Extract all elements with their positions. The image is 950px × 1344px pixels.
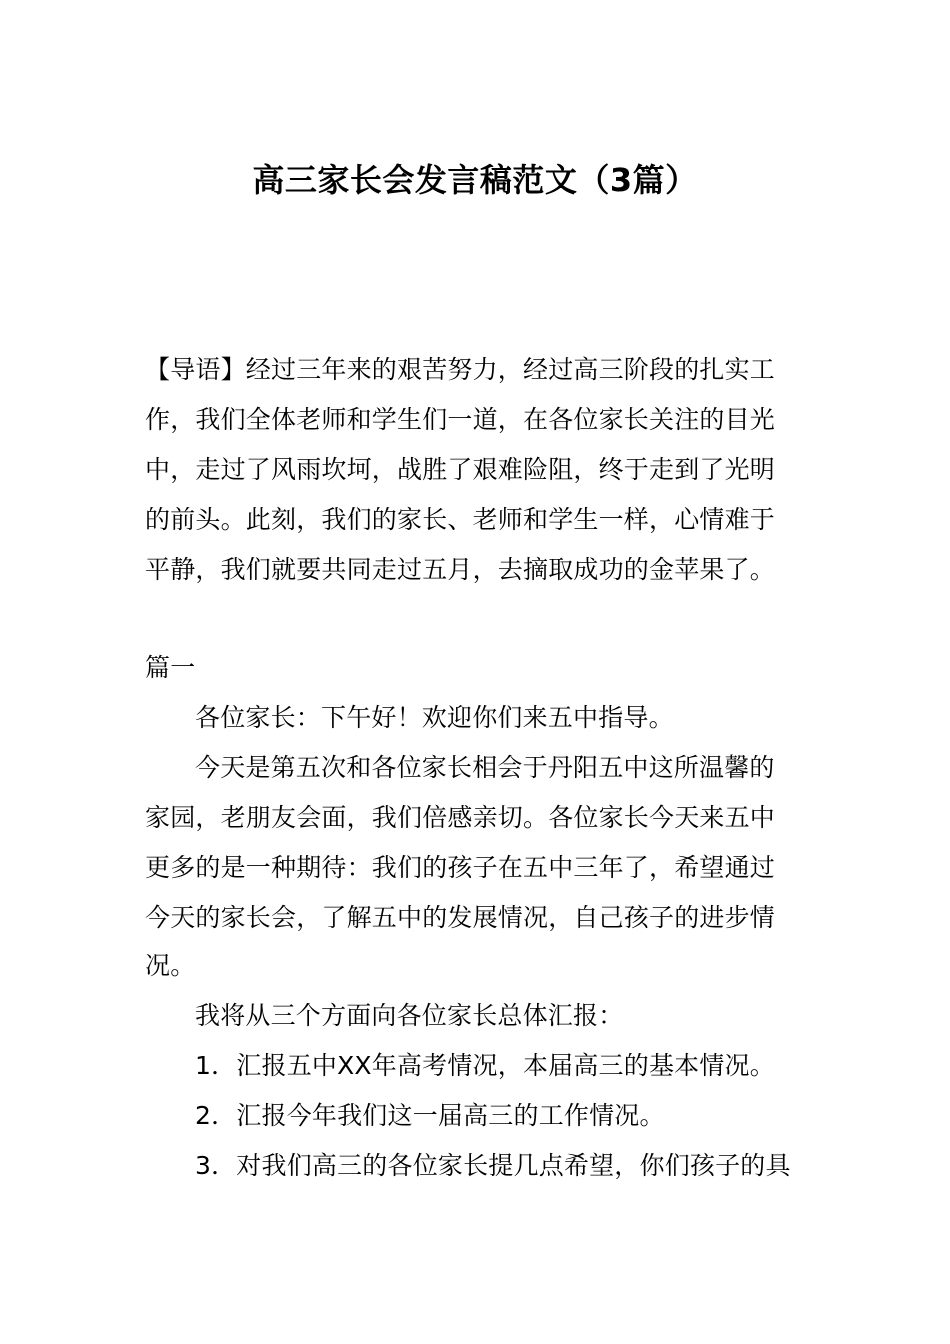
intro-line: 作，我们全体老师和学生们一道，在各位家长关注的目光 <box>145 405 776 434</box>
paragraph-line: 今天是第五次和各位家长相会于丹阳五中这所温馨的 <box>195 753 775 782</box>
intro-line: 平静，我们就要共同走过五月，去摘取成功的金苹果了。 <box>145 555 776 584</box>
intro-line: 中，走过了风雨坎坷，战胜了艰难险阻，终于走到了光明 <box>145 455 776 484</box>
list-item: 2．汇报今年我们这一届高三的工作情况。 <box>195 1101 665 1130</box>
intro-line: 的前头。此刻，我们的家长、老师和学生一样，心情难于 <box>145 505 776 534</box>
section-heading: 篇一 <box>145 653 196 682</box>
document-title: 高三家长会发言稿范文（3篇） <box>252 161 698 199</box>
greeting-line: 各位家长：下午好！欢迎你们来五中指导。 <box>195 703 674 732</box>
report-intro-line: 我将从三个方面向各位家长总体汇报： <box>195 1001 624 1030</box>
paragraph-line: 今天的家长会，了解五中的发展情况，自己孩子的进步情 <box>145 903 776 932</box>
paragraph-line: 家园，老朋友会面，我们倍感亲切。各位家长今天来五中 <box>145 803 776 832</box>
intro-line: 【导语】经过三年来的艰苦努力，经过高三阶段的扎实工 <box>145 355 776 384</box>
list-item: 1．汇报五中XX年高考情况，本届高三的基本情况。 <box>195 1051 775 1080</box>
paragraph-line: 更多的是一种期待：我们的孩子在五中三年了，希望通过 <box>145 853 776 882</box>
paragraph-line: 况。 <box>145 951 196 980</box>
list-item: 3．对我们高三的各位家长提几点希望，你们孩子的具 <box>195 1151 791 1180</box>
